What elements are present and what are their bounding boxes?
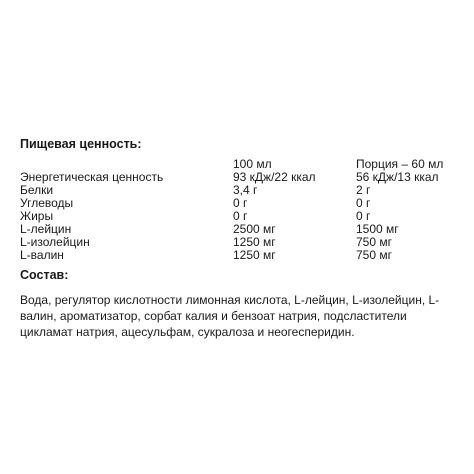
- row-portion: 750 мг: [356, 235, 392, 249]
- row-per100: 0 г: [233, 196, 248, 210]
- composition-text: Вода, регулятор кислотности лимонная кислота, L-лейцин, L-изолейцин, L-валин, ароматизатор, сорбат калия и бензоат натрия, подсластители цикламат натрия, ацесульфам, сукралоза и неогесперидин.: [20, 293, 440, 339]
- row-portion: 2 г: [356, 183, 371, 197]
- nutrition-heading: Пищевая ценность:: [20, 137, 142, 151]
- row-portion: 56 кДж/13 ккал: [356, 170, 439, 184]
- row-name: L-лейцин: [20, 222, 72, 236]
- nutrition-document: [20, 137, 464, 340]
- row-per100: 1250 мг: [233, 235, 276, 249]
- nutrition-table: [20, 158, 456, 262]
- row-per100: 3,4 г: [233, 183, 258, 197]
- row-name: L-валин: [20, 248, 64, 262]
- row-name: Белки: [20, 183, 54, 197]
- row-name: Углеводы: [20, 196, 74, 210]
- row-per100: 93 кДж/22 ккал: [233, 170, 316, 184]
- row-name: Жиры: [20, 209, 54, 223]
- row-portion: 750 мг: [356, 248, 392, 262]
- row-name: Энергетическая ценность: [20, 170, 164, 184]
- header-cell-portion: Порция – 60 мл: [356, 157, 444, 171]
- table-row: [20, 249, 456, 262]
- composition-heading: Состав:: [20, 268, 69, 282]
- row-per100: 1250 мг: [233, 248, 276, 262]
- row-portion: 0 г: [356, 196, 371, 210]
- row-portion: 1500 мг: [356, 222, 399, 236]
- row-per100: 0 г: [233, 209, 248, 223]
- row-name: L-изолейцин: [20, 235, 90, 249]
- row-per100: 2500 мг: [233, 222, 276, 236]
- header-cell-per100: 100 мл: [233, 157, 272, 171]
- row-portion: 0 г: [356, 209, 371, 223]
